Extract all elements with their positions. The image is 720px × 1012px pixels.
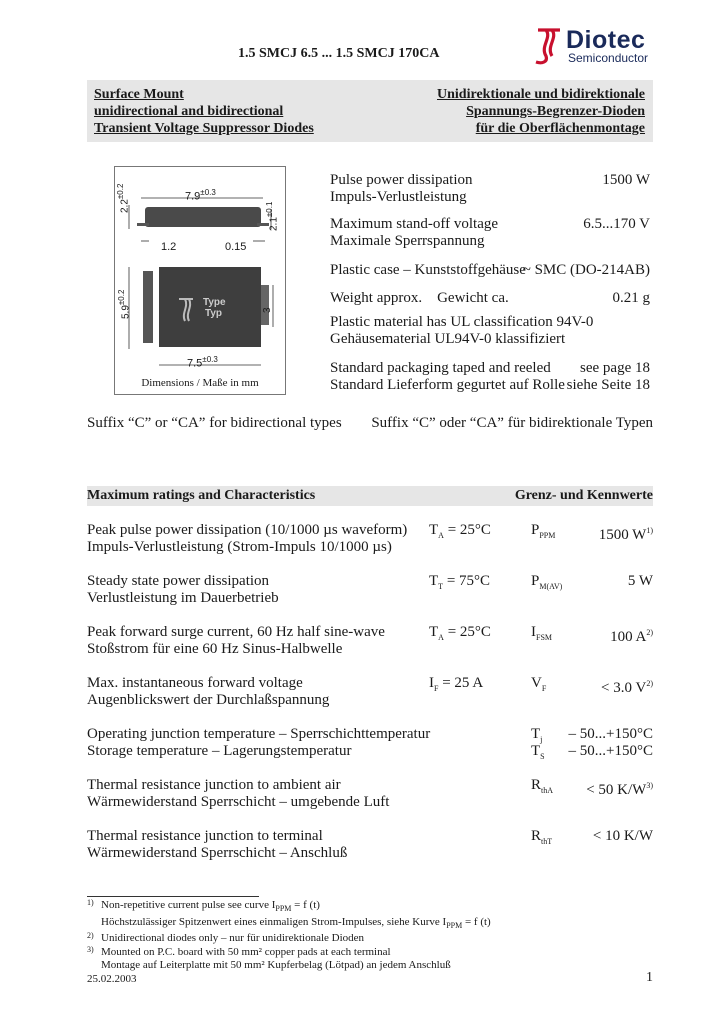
footnote-en-text: Unidirectional diodes only – nur für unidirektionale Dioden <box>101 932 365 945</box>
rating-value <box>610 624 653 646</box>
suffix-de: Suffix “C” oder “CA” für bidirektionale Typen <box>371 415 653 431</box>
spec-item <box>330 216 650 254</box>
condition-symbol: T <box>429 624 439 640</box>
spec-de: Standard Lieferform gegurtet auf Rolle <box>330 377 565 393</box>
footnote-en-text: Non-repetitive current pulse see curve I <box>101 899 276 911</box>
rating-de: Wärmewiderstand Sperrschicht – Anschluß <box>87 845 348 861</box>
rating-value <box>599 522 653 544</box>
rating-value-2: – 50...+150°C <box>568 743 653 759</box>
footnote <box>87 946 653 973</box>
symbol-subscript: S <box>540 752 545 761</box>
spec-value: 1500 W <box>602 172 650 188</box>
brand-name: Diotec <box>566 26 646 54</box>
spec-item <box>330 360 650 396</box>
footnote <box>87 899 653 932</box>
spec-en: Maximum stand-off voltage <box>330 216 499 232</box>
symbol-letter: I <box>531 624 536 640</box>
symbol-subscript: j <box>540 735 543 744</box>
dim-height-left <box>116 184 130 213</box>
footnote-en-sub: PPM <box>275 904 292 914</box>
dim-width-tol: ±0.2 <box>117 289 126 306</box>
footnote-ref-paren: ) <box>650 679 653 688</box>
banner-right-2: Spannungs-Begrenzer-Dioden <box>466 104 645 119</box>
dim-body <box>187 355 218 370</box>
type-label-1: Type <box>203 297 226 308</box>
rating-symbol <box>531 522 555 544</box>
dim-length-value: 7.9 <box>185 190 201 203</box>
rating-value <box>601 675 653 697</box>
footnote-de <box>101 959 653 973</box>
symbol-subscript: F <box>541 684 547 693</box>
condition-subscript: F <box>434 684 439 693</box>
spec-en: Weight approx. Gewicht ca. <box>330 290 509 306</box>
spec-de: Impuls-Verlustleistung <box>330 189 467 205</box>
symbol-letter: T <box>531 743 541 759</box>
footnote-ref: 3 <box>646 781 651 790</box>
dim-length <box>185 188 216 203</box>
condition-value: = 25 A <box>438 675 484 691</box>
dim-width-value: 5.9 <box>120 305 132 319</box>
rating-value <box>593 828 653 845</box>
banner-right-1: Unidirektionale und bidirektionale <box>437 87 645 102</box>
symbol-subscript: PPM <box>539 531 556 540</box>
footnote-en <box>101 932 653 946</box>
symbol-letter: P <box>531 573 540 589</box>
footnote-de <box>101 916 653 933</box>
spec-value: 0.21 g <box>612 290 650 306</box>
rating-en: Thermal resistance junction to ambient air <box>87 777 341 793</box>
footnote-rule <box>87 896 259 897</box>
rating-symbol-2 <box>531 743 545 765</box>
rating-condition <box>429 624 491 646</box>
rating-row <box>87 624 653 664</box>
footnote-num: 1 <box>87 898 91 907</box>
footnote-number <box>87 943 94 957</box>
symbol-letter: R <box>531 828 542 844</box>
dim-height-left-value: 2.2 <box>119 199 131 213</box>
footer-date: 25.02.2003 <box>87 973 137 985</box>
symbol-subscript: thT <box>541 837 553 846</box>
value-text: 5 W <box>627 573 653 589</box>
rating-de: Storage temperature – Lagerungstemperatur <box>87 743 352 759</box>
page-number: 1 <box>646 970 653 985</box>
dim-body-tol: ±0.3 <box>202 355 218 364</box>
footnote-paren: ) <box>91 931 94 941</box>
spec-value: see page 18 <box>580 360 650 376</box>
value-text: 100 A <box>610 629 647 645</box>
dim-height-left-tol: ±0.2 <box>116 183 125 200</box>
condition-subscript: T <box>438 582 444 591</box>
spec-en: Pulse power dissipation <box>330 172 473 188</box>
section-title-en: Maximum ratings and Characteristics <box>87 488 316 503</box>
footnote-ref-paren: ) <box>650 526 653 535</box>
spec-en: Plastic case – Kunststoffgehäuse <box>330 262 526 278</box>
footnote-ref-paren: ) <box>650 628 653 637</box>
condition-value: = 25°C <box>443 624 491 640</box>
rating-en: Operating junction temperature – Sperrschichttemperatur <box>87 726 431 742</box>
rating-de: Stoßstrom für eine 60 Hz Sinus-Halbwelle <box>87 641 343 657</box>
footnote-number <box>87 896 94 910</box>
footnote-en <box>101 899 653 916</box>
condition-value: = 75°C <box>443 573 491 589</box>
footnote-ref-paren: ) <box>650 781 653 790</box>
spec-en: Standard packaging taped and reeled <box>330 360 551 376</box>
symbol-letter: V <box>531 675 542 691</box>
footnote <box>87 932 653 946</box>
rating-row <box>87 777 653 817</box>
title-banner <box>87 80 653 142</box>
banner-left-3: Transient Voltage Suppressor Diodes <box>94 121 314 136</box>
value-text: – 50...+150°C <box>568 726 653 742</box>
spec-de: Gehäusematerial UL94V-0 klassifiziert <box>330 331 566 347</box>
spec-en: Plastic material has UL classification 94V-0 <box>330 314 594 330</box>
dim-height-right <box>265 202 279 231</box>
spec-item <box>330 290 650 314</box>
condition-subscript: A <box>438 531 444 540</box>
condition-value: = 25°C <box>443 522 491 538</box>
dim-body-value: 7.5 <box>187 357 203 370</box>
rating-row <box>87 573 653 613</box>
footnotes <box>87 899 653 973</box>
rating-symbol <box>531 675 546 697</box>
footnote-paren: ) <box>91 944 94 954</box>
spec-de: Maximale Sperrspannung <box>330 233 485 249</box>
footnote-ref: 2 <box>646 679 651 688</box>
value-text: < 3.0 V <box>601 680 647 696</box>
dim-height-right-value: 2.1 <box>268 217 280 231</box>
diotec-logo <box>532 26 662 66</box>
footnote-de-tail: = f (t) <box>462 915 491 928</box>
banner-right-3: für die Oberflächenmontage <box>475 121 645 136</box>
symbol-letter: P <box>531 522 540 538</box>
rating-value <box>628 573 653 590</box>
rating-row <box>87 726 653 766</box>
spec-item <box>330 262 650 290</box>
symbol-subscript: thA <box>541 786 554 795</box>
footnote-ref: 1 <box>646 526 651 535</box>
rating-condition <box>429 675 483 697</box>
banner-left-1: Surface Mount <box>94 87 184 102</box>
footnote-paren: ) <box>91 898 94 907</box>
condition-symbol: T <box>429 522 439 538</box>
rating-symbol <box>531 828 552 850</box>
dim-length-tol: ±0.3 <box>200 188 216 197</box>
symbol-subscript: M(AV) <box>539 582 563 591</box>
rating-condition <box>429 522 491 544</box>
suffix-en: Suffix “C” or “CA” for bidirectional types <box>87 415 342 431</box>
spec-value: ~ SMC (DO-214AB) <box>522 262 650 278</box>
rating-value <box>586 777 653 799</box>
spec-value: 6.5...170 V <box>583 216 650 232</box>
footnote-en-tail: = f (t) <box>291 899 320 911</box>
footnote-ref: 2 <box>646 628 651 637</box>
dim-height-right-tol: ±0.1 <box>265 201 274 218</box>
condition-symbol: T <box>429 573 439 589</box>
value-text: < 10 K/W <box>592 828 653 844</box>
value-text: < 50 K/W <box>586 782 647 798</box>
rating-symbol <box>531 777 553 799</box>
section-title-de: Grenz- und Kennwerte <box>514 488 653 503</box>
rating-en: Max. instantaneous forward voltage <box>87 675 303 691</box>
symbol-subscript: FSM <box>536 633 553 642</box>
condition-subscript: A <box>438 633 444 642</box>
rating-de: Verlustleistung im Dauerbetrieb <box>87 590 279 606</box>
rating-condition <box>429 573 490 595</box>
condition-symbol: I <box>429 675 434 691</box>
rating-row <box>87 675 653 715</box>
footnote-num: 3 <box>87 944 91 954</box>
diotec-logo-icon <box>532 26 566 66</box>
dim-width <box>117 290 131 319</box>
rating-en: Thermal resistance junction to terminal <box>87 828 323 844</box>
footnote-en-text: Mounted on P.C. board with 50 mm² copper pads at each terminal <box>101 945 391 958</box>
rating-de: Impuls-Verlustleistung (Strom-Impuls 10/1000 µs) <box>87 539 392 555</box>
footnote-de-text: Montage auf Leiterplatte mit 50 mm² Kupferbelag (Lötpad) an jedem Anschluß <box>101 959 451 972</box>
symbol-letter: T <box>531 726 541 742</box>
symbol-letter: R <box>531 777 542 793</box>
footnote-de-text: Höchstzulässiger Spitzenwert eines einmaligen Strom-Impulses, siehe Kurve I <box>101 915 447 928</box>
rating-de: Wärmewiderstand Sperrschicht – umgebende Luft <box>87 794 390 810</box>
rating-row <box>87 828 653 868</box>
value-text: 1500 W <box>598 527 647 543</box>
drawing-caption: Dimensions / Maße in mm <box>141 377 259 389</box>
rating-row <box>87 522 653 562</box>
spec-item <box>330 314 650 354</box>
document-title: 1.5 SMCJ 6.5 ... 1.5 SMCJ 170CA <box>238 46 440 61</box>
spec-list <box>330 172 650 396</box>
rating-de: Augenblickswert der Durchlaßspannung <box>87 692 330 708</box>
rating-en: Peak forward surge current, 60 Hz half sine-wave <box>87 624 385 640</box>
dim-lead-thickness: 0.15 <box>225 241 247 253</box>
ratings-section-header <box>87 486 653 506</box>
dim-lead: 1.2 <box>161 241 177 253</box>
rating-value <box>569 726 653 743</box>
rating-symbol <box>531 573 562 595</box>
footnote-de-sub: PPM <box>446 920 463 930</box>
footnote-number <box>87 929 94 943</box>
rating-symbol <box>531 624 552 646</box>
rating-en: Peak pulse power dissipation (10/1000 µs waveform) <box>87 522 408 538</box>
package-drawing <box>114 166 286 395</box>
rating-en: Steady state power dissipation <box>87 573 270 589</box>
footnote-en <box>101 946 653 960</box>
type-label-2: Typ <box>205 308 223 319</box>
spec-value-de: siehe Seite 18 <box>566 377 650 393</box>
dim-pad: 3 <box>262 307 273 313</box>
footnote-num: 2 <box>87 931 91 941</box>
brand-subtitle: Semiconductor <box>568 51 649 65</box>
banner-left-2: unidirectional and bidirectional <box>94 104 284 119</box>
spec-item <box>330 172 650 214</box>
